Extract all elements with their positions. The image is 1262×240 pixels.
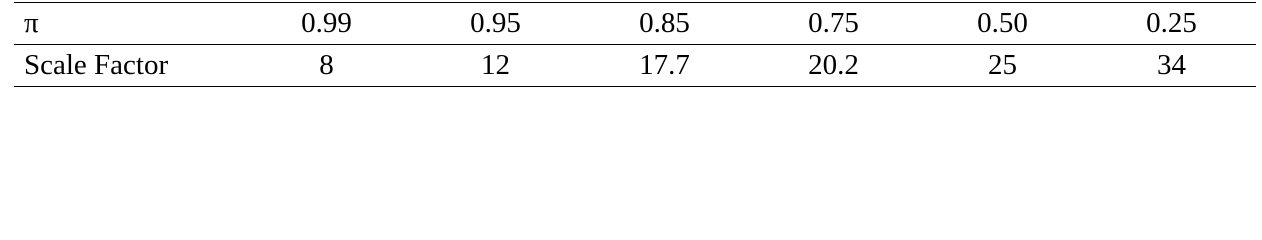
table-cell: 20.2	[749, 45, 918, 87]
data-table	[14, 2, 1256, 87]
row-header-scale-factor: Scale Factor	[14, 45, 242, 87]
table-cell: 0.85	[580, 3, 749, 45]
table-row	[14, 3, 1256, 45]
table-cell: 34	[1087, 45, 1256, 87]
table-cell: 0.75	[749, 3, 918, 45]
row-header-pi: π	[14, 3, 242, 45]
table-cell: 12	[411, 45, 580, 87]
table-cell: 0.95	[411, 3, 580, 45]
table-cell: 0.50	[918, 3, 1087, 45]
table-cell: 17.7	[580, 45, 749, 87]
table-cell: 0.99	[242, 3, 411, 45]
table-cell: 8	[242, 45, 411, 87]
table-cell: 0.25	[1087, 3, 1256, 45]
table-cell: 25	[918, 45, 1087, 87]
table-row	[14, 45, 1256, 87]
